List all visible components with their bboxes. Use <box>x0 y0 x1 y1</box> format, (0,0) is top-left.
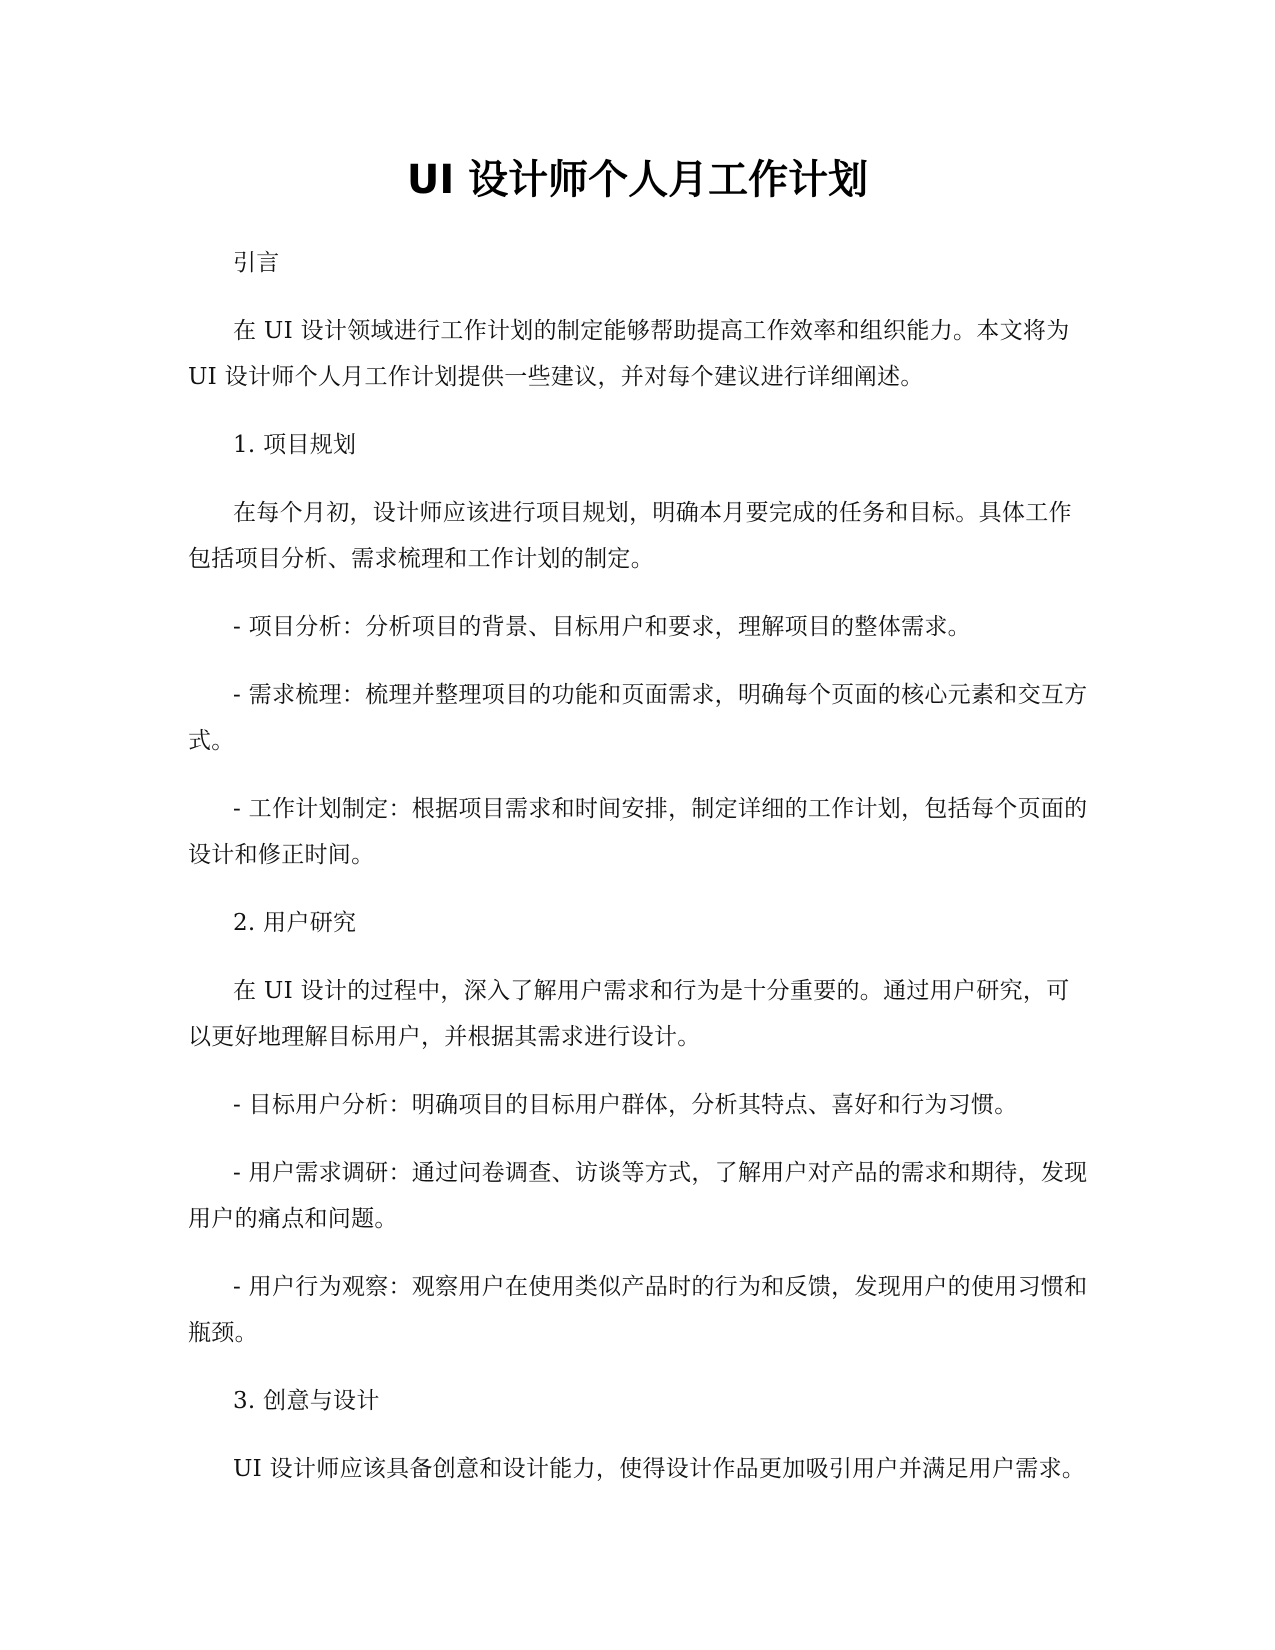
section-heading-project-planning: 1. 项目规划 <box>233 432 357 458</box>
intro-paragraph: 在 UI 设计领域进行工作计划的制定能够帮助提高工作效率和组织能力。本文将为 UI 设计师个人月工作计划提供一些建议，并对每个建议进行详细阐述。 <box>188 318 1070 390</box>
section-heading-user-research: 2. 用户研究 <box>233 910 357 936</box>
list-item-user-needs-survey: - 用户需求调研：通过问卷调查、访谈等方式，了解用户对产品的需求和期待，发现用户的痛点和问题。 <box>188 1160 1088 1232</box>
user-research-paragraph: 在 UI 设计的过程中，深入了解用户需求和行为是十分重要的。通过用户研究，可以更好地理解目标用户，并根据其需求进行设计。 <box>188 978 1070 1050</box>
list-item-user-behavior-observation: - 用户行为观察：观察用户在使用类似产品时的行为和反馈，发现用户的使用习惯和瓶颈。 <box>188 1274 1088 1346</box>
creativity-design-paragraph: UI 设计师应该具备创意和设计能力，使得设计作品更加吸引用户并满足用户需求。 <box>233 1456 1086 1482</box>
section-heading-creativity-design: 3. 创意与设计 <box>233 1388 380 1414</box>
list-item-requirement-sorting: - 需求梳理：梳理并整理项目的功能和页面需求，明确每个页面的核心元素和交互方式。 <box>188 682 1088 754</box>
intro-heading: 引言 <box>233 250 280 276</box>
document-title: UI 设计师个人月工作计划 <box>406 157 869 203</box>
list-item-project-analysis: - 项目分析：分析项目的背景、目标用户和要求，理解项目的整体需求。 <box>233 614 971 640</box>
list-item-work-plan: - 工作计划制定：根据项目需求和时间安排，制定详细的工作计划，包括每个页面的设计和修正时间。 <box>188 796 1088 868</box>
list-item-target-user-analysis: - 目标用户分析：明确项目的目标用户群体，分析其特点、喜好和行为习惯。 <box>233 1092 1018 1118</box>
project-planning-paragraph: 在每个月初，设计师应该进行项目规划，明确本月要完成的任务和目标。具体工作包括项目分析、需求梳理和工作计划的制定。 <box>188 500 1072 572</box>
document-body <box>188 240 1088 1514</box>
